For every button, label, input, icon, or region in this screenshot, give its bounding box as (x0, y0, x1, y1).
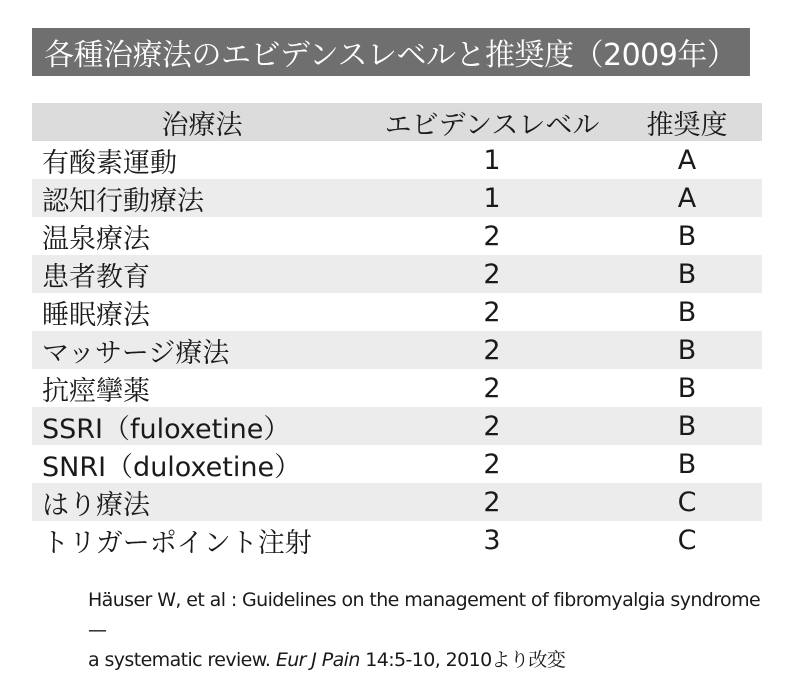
table-row (32, 521, 762, 559)
citation (88, 585, 778, 675)
header-recommendation: 推奨度 (646, 109, 728, 141)
citation-details: 14:5-10, 2010より改変 (359, 649, 566, 671)
table-row (32, 293, 762, 331)
table-row (32, 141, 762, 179)
cell-treatment: 抗痙攣薬 (42, 375, 150, 407)
table-row (32, 407, 762, 445)
cell-recommendation: B (677, 448, 697, 480)
cell-recommendation: B (677, 258, 697, 290)
cell-treatment: SNRI（duloxetine） (42, 451, 302, 483)
cell-treatment: トリガーポイント注射 (42, 527, 312, 559)
cell-recommendation: C (677, 524, 697, 556)
table-row (32, 445, 762, 483)
cell-evidence-level: 1 (483, 182, 501, 214)
table-row (32, 179, 762, 217)
cell-evidence-level: 3 (483, 524, 501, 556)
page-title: 各種治療法のエビデンスレベルと推奨度（2009年） (32, 28, 750, 76)
cell-treatment: はり療法 (42, 489, 150, 521)
cell-treatment: 患者教育 (42, 261, 150, 293)
cell-evidence-level: 2 (483, 372, 501, 404)
cell-recommendation: C (677, 486, 697, 518)
citation-line-1: Häuser W, et al : Guidelines on the management of fibromyalgia syndrome — (88, 589, 761, 641)
cell-evidence-level: 2 (483, 258, 501, 290)
citation-text: a systematic review. (88, 649, 276, 671)
cell-treatment: 睡眠療法 (42, 299, 150, 331)
cell-treatment: マッサージ療法 (42, 337, 230, 369)
evidence-table (32, 103, 762, 559)
cell-evidence-level: 2 (483, 334, 501, 366)
cell-evidence-level: 2 (483, 220, 501, 252)
table-row (32, 369, 762, 407)
table-row (32, 483, 762, 521)
cell-recommendation: A (677, 182, 697, 214)
cell-recommendation: B (677, 410, 697, 442)
cell-treatment: 認知行動療法 (42, 185, 204, 217)
cell-recommendation: B (677, 296, 697, 328)
cell-recommendation: B (677, 220, 697, 252)
cell-evidence-level: 2 (483, 486, 501, 518)
citation-line-2 (88, 645, 778, 675)
table-header-row (32, 103, 762, 141)
cell-treatment: 有酸素運動 (42, 147, 177, 179)
cell-evidence-level: 2 (483, 296, 501, 328)
cell-recommendation: B (677, 372, 697, 404)
table-row (32, 331, 762, 369)
citation-journal: Eur J Pain (275, 649, 360, 671)
cell-evidence-level: 2 (483, 410, 501, 442)
header-treatment: 治療法 (161, 109, 243, 141)
cell-recommendation: B (677, 334, 697, 366)
table-row (32, 255, 762, 293)
cell-treatment: 温泉療法 (42, 223, 150, 255)
cell-evidence-level: 2 (483, 448, 501, 480)
cell-recommendation: A (677, 144, 697, 176)
cell-evidence-level: 1 (483, 144, 501, 176)
cell-treatment: SSRI（fuloxetine） (42, 413, 291, 445)
table-row (32, 217, 762, 255)
header-evidence-level: エビデンスレベル (384, 109, 600, 141)
